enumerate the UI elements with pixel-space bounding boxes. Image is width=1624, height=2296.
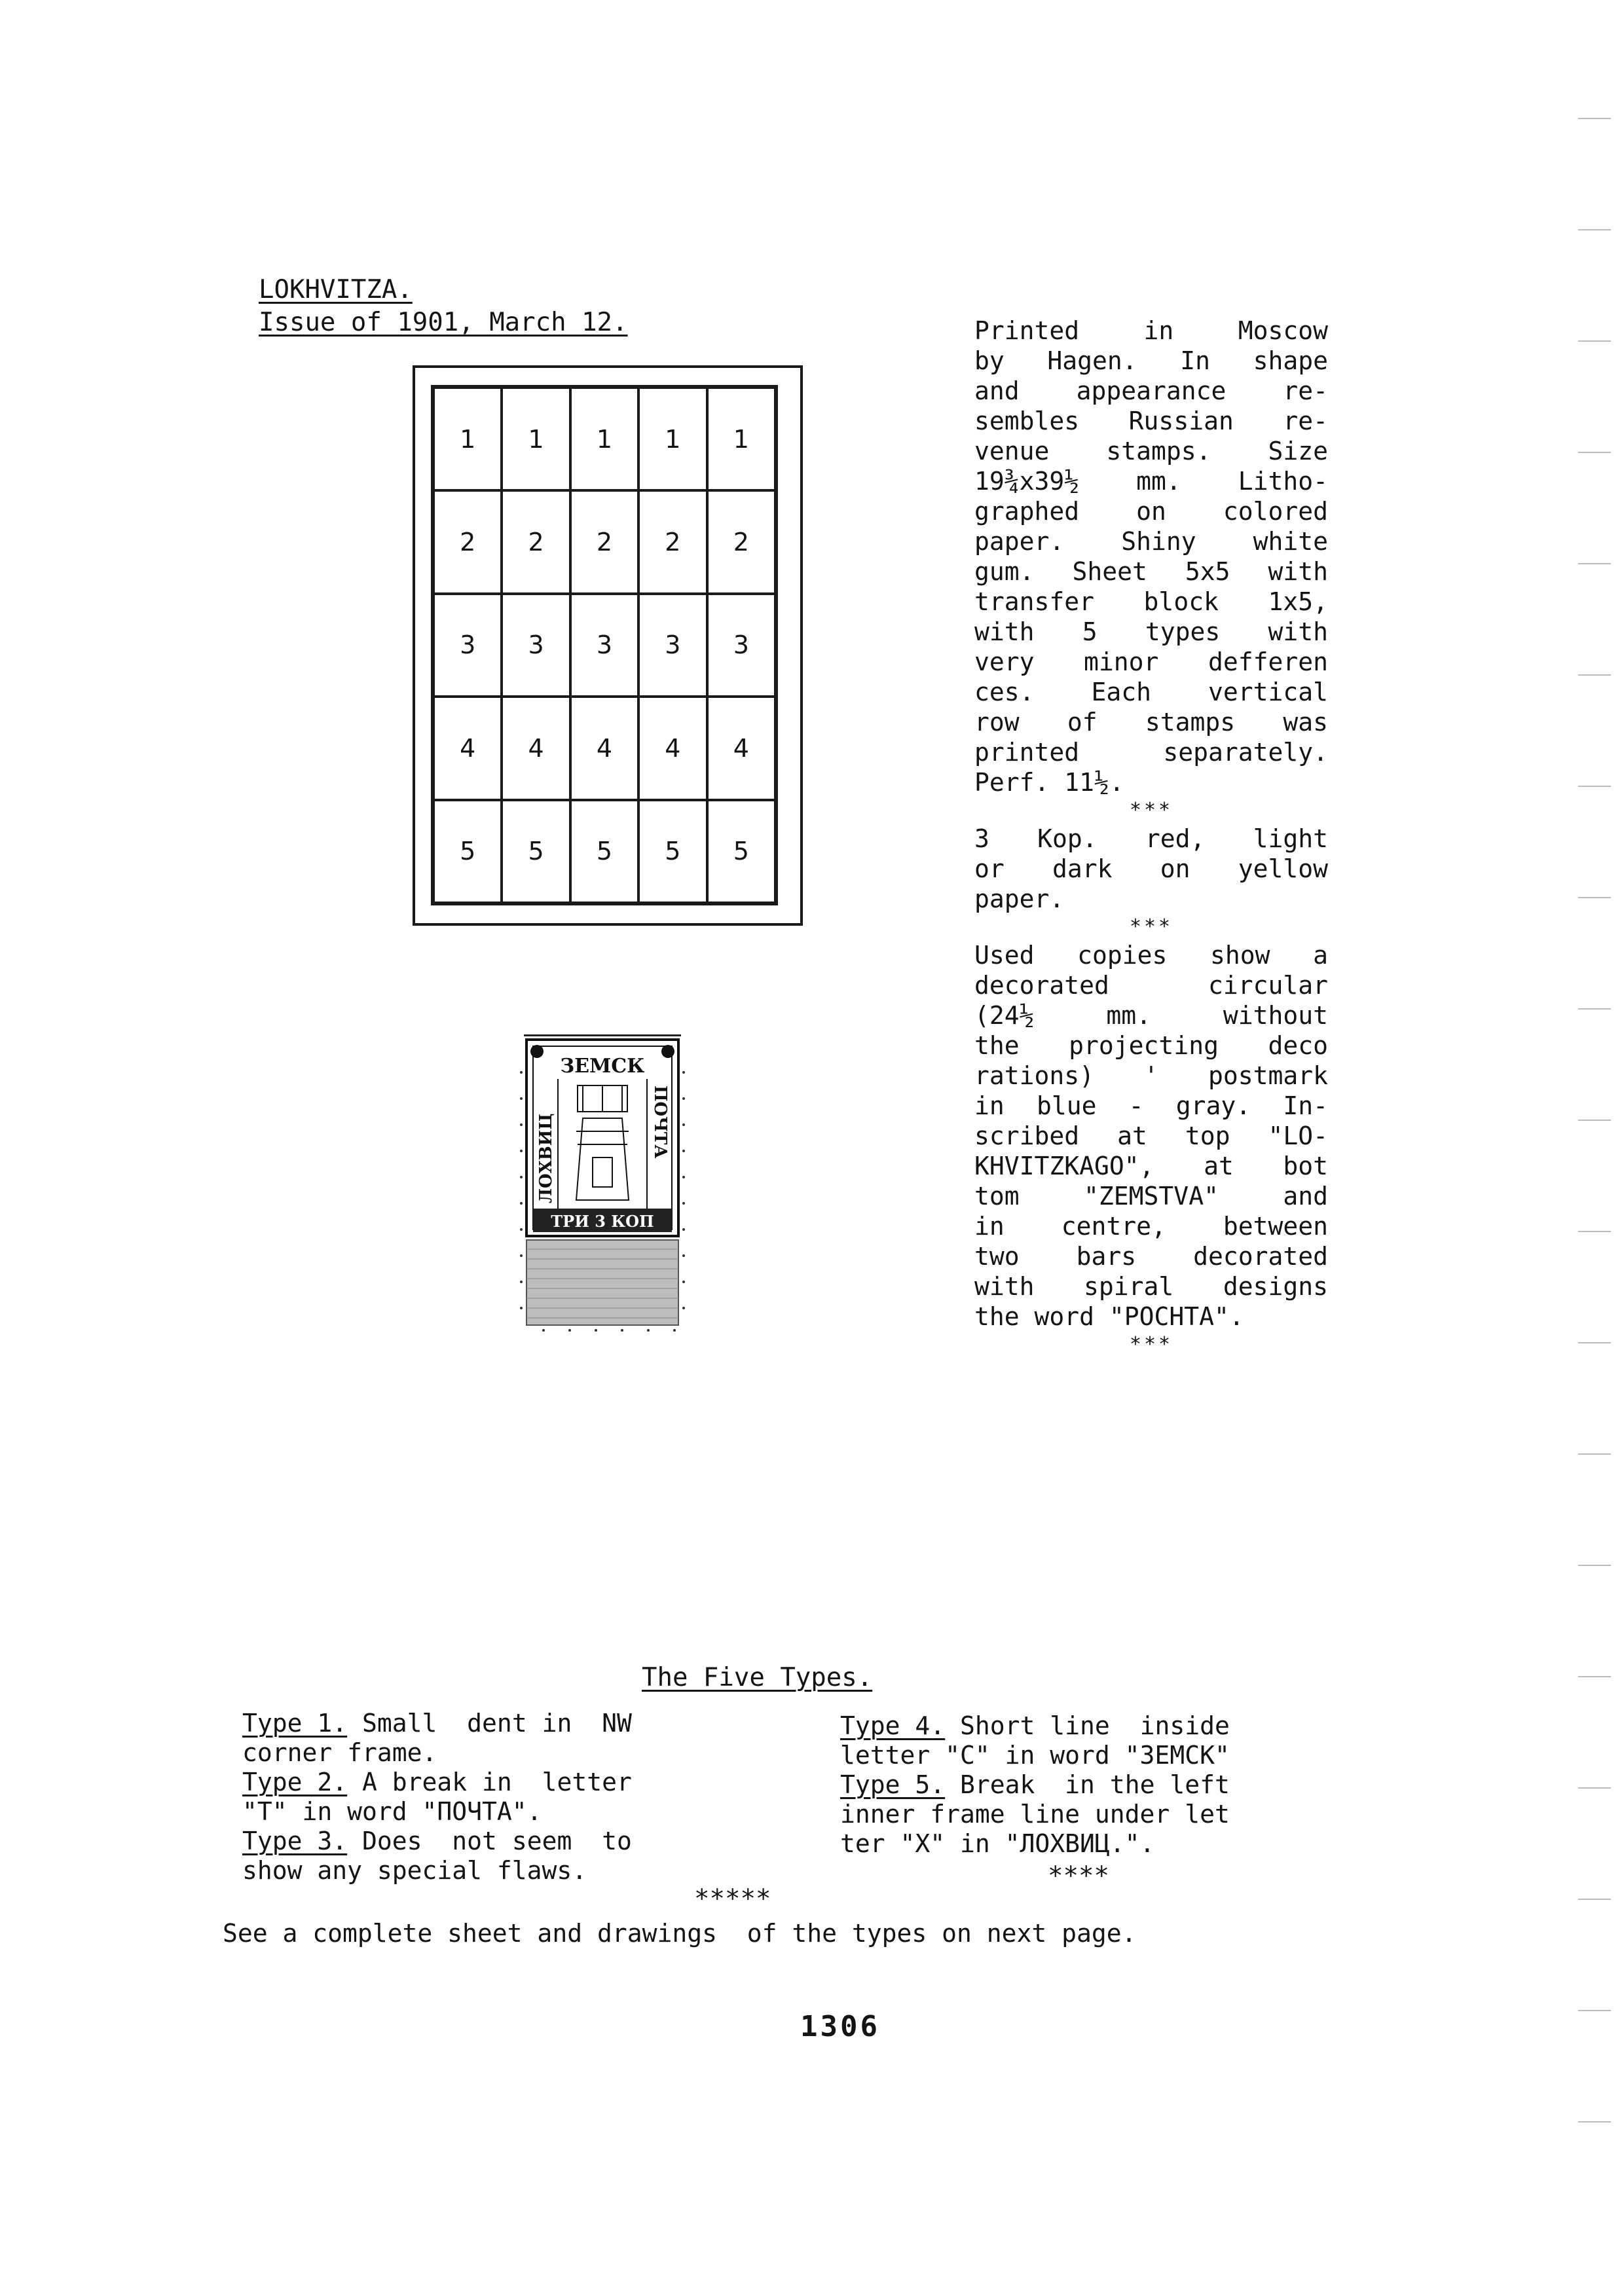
separator-stars: *** (1129, 1333, 1173, 1356)
description-line: the word "POCHTA". (974, 1302, 1244, 1331)
sheet-cell: 1 (570, 388, 638, 490)
type-label: Type 5. (840, 1770, 946, 1799)
edge-mark (1578, 786, 1611, 787)
stamp-illustration (517, 1033, 688, 1334)
edge-mark (1578, 563, 1611, 564)
description-line: and appearance re- (974, 376, 1328, 405)
type-text: show any special flaws. (242, 1856, 587, 1885)
edge-mark (1578, 1899, 1611, 1900)
description-line: with 5 types with (974, 617, 1328, 646)
separator-stars: *** (1129, 799, 1173, 822)
separator-stars: *** (1129, 915, 1173, 938)
description-line: Perf. 11½. (974, 768, 1124, 797)
edge-mark (1578, 1120, 1611, 1121)
sheet-cell: 5 (638, 800, 707, 903)
sheet-cell: 2 (707, 490, 775, 593)
description-line: or dark on yellow (974, 854, 1328, 883)
type-line (242, 1738, 727, 1768)
edge-mark (1578, 1453, 1611, 1455)
description-line: tom "ZEMSTVA" and (974, 1182, 1328, 1211)
sheet-cell: 3 (434, 594, 502, 697)
edge-mark (1578, 674, 1611, 676)
type-line (242, 1827, 727, 1856)
description-line: Printed in Moscow (974, 316, 1328, 345)
sheet-cell: 1 (638, 388, 707, 490)
description-line: in blue - gray. In- (974, 1091, 1328, 1120)
description-line: paper. (974, 884, 1065, 913)
type-line (840, 1711, 1312, 1741)
sheet-cell: 2 (502, 490, 570, 593)
type-line (242, 1856, 727, 1886)
type-line (242, 1709, 727, 1738)
stamp-top-text: ЗЕМСК (560, 1055, 645, 1078)
type-label: Type 1. (242, 1709, 348, 1738)
edge-mark (1578, 1787, 1611, 1789)
type-line (840, 1770, 1312, 1800)
description-line: Used copies show a (974, 941, 1328, 970)
type-text: inner frame line under let (840, 1800, 1230, 1829)
type-line (242, 1797, 727, 1827)
type-text: Break in the left (945, 1770, 1230, 1799)
description-line: by Hagen. In shape (974, 346, 1328, 375)
page-number: 1306 (800, 2010, 880, 2043)
description-paragraph-color (974, 824, 1328, 914)
sheet-cell: 4 (502, 697, 570, 799)
edge-mark (1578, 2121, 1611, 2123)
description-line: scribed at top "LO- (974, 1121, 1328, 1150)
description-line: 3 Kop. red, light (974, 824, 1328, 853)
type-line (840, 1741, 1312, 1770)
sheet-cell: 4 (707, 697, 775, 799)
description-line: row of stamps was (974, 708, 1328, 737)
edge-mark (1578, 452, 1611, 453)
stamp-right-text: ПОЧТА (650, 1085, 670, 1159)
edge-mark (1578, 229, 1611, 230)
description-paragraph-postmark (974, 940, 1328, 1332)
issue-date: Issue of 1901, March 12. (259, 308, 628, 337)
types-stars-left: ***** (694, 1884, 771, 1914)
sheet-cell: 5 (502, 800, 570, 903)
description-line: decorated circular (974, 971, 1328, 1000)
description-line: ces. Each vertical (974, 678, 1328, 706)
edge-mark (1578, 1342, 1611, 1343)
sheet-cell: 3 (502, 594, 570, 697)
type-text: ter "X" in "ЛОХВИЦ.". (840, 1829, 1155, 1858)
sheet-cell: 3 (570, 594, 638, 697)
description-line: graphed on colored (974, 497, 1328, 526)
sheet-cell: 5 (434, 800, 502, 903)
type-text: Does not seem to (347, 1827, 632, 1855)
sheet-cell: 4 (570, 697, 638, 799)
description-column (974, 316, 1328, 1358)
type-text: Small dent in NW (347, 1709, 632, 1738)
sheet-cell: 5 (707, 800, 775, 903)
description-line: KHVITZKAGO", at bot (974, 1152, 1328, 1180)
type-text: A break in letter (347, 1768, 632, 1796)
description-line: 19¾x39½ mm. Litho- (974, 467, 1328, 496)
edge-mark (1578, 1676, 1611, 1677)
sheet-cell: 2 (434, 490, 502, 593)
sheet-cell: 2 (638, 490, 707, 593)
edge-mark (1578, 1008, 1611, 1010)
edge-mark (1578, 1231, 1611, 1232)
description-line: transfer block 1x5, (974, 587, 1328, 616)
sheet-cell: 5 (570, 800, 638, 903)
type-text: "T" in word "ПОЧТА". (242, 1797, 542, 1826)
description-line: gum. Sheet 5x5 with (974, 557, 1328, 586)
type-label: Type 4. (840, 1711, 946, 1740)
description-line: rations) ' postmark (974, 1061, 1328, 1090)
sheet-cell: 3 (707, 594, 775, 697)
type-line (840, 1800, 1312, 1829)
description-line: sembles Russian re- (974, 407, 1328, 435)
sheet-diagram-grid (431, 385, 778, 905)
sheet-cell: 1 (502, 388, 570, 490)
type-line (840, 1829, 1312, 1859)
edge-mark (1578, 897, 1611, 898)
description-line: with spiral designs (974, 1272, 1328, 1301)
types-right-column (840, 1711, 1312, 1859)
sheet-cell: 3 (638, 594, 707, 697)
type-label: Type 3. (242, 1827, 348, 1855)
edge-mark (1578, 2010, 1611, 2011)
type-text: letter "C" in word "ЗЕМСК" (840, 1741, 1230, 1770)
sheet-cell: 1 (707, 388, 775, 490)
sheet-cell: 1 (434, 388, 502, 490)
sheet-cell: 4 (434, 697, 502, 799)
description-line: in centre, between (974, 1212, 1328, 1241)
types-left-column (242, 1709, 727, 1886)
edge-mark (1578, 340, 1611, 342)
type-line (242, 1768, 727, 1797)
description-line: paper. Shiny white (974, 527, 1328, 556)
description-line: venue stamps. Size (974, 437, 1328, 465)
page-heading: LOKHVITZA. (259, 275, 413, 304)
description-line: (24½ mm. without (974, 1001, 1328, 1030)
sheet-cell: 4 (638, 697, 707, 799)
description-line: printed separately. (974, 738, 1328, 767)
footer-note: See a complete sheet and drawings of the types on next page. (223, 1919, 1137, 1948)
description-line: two bars decorated (974, 1242, 1328, 1271)
stamp-bottom-text: ТРИ 3 КОП (551, 1212, 654, 1231)
type-text: Short line inside (945, 1711, 1230, 1740)
description-line: the projecting deco (974, 1031, 1328, 1060)
stamp-left-text: ЛОХВИЦ (536, 1113, 556, 1203)
types-stars-right: **** (1048, 1861, 1109, 1891)
edge-mark (1578, 118, 1611, 119)
description-line: very minor defferen (974, 647, 1328, 676)
type-text: corner frame. (242, 1738, 437, 1767)
description-paragraph-printing (974, 316, 1328, 797)
edge-mark (1578, 1565, 1611, 1566)
sheet-cell: 2 (570, 490, 638, 593)
types-section-title: The Five Types. (642, 1663, 873, 1692)
type-label: Type 2. (242, 1768, 348, 1796)
